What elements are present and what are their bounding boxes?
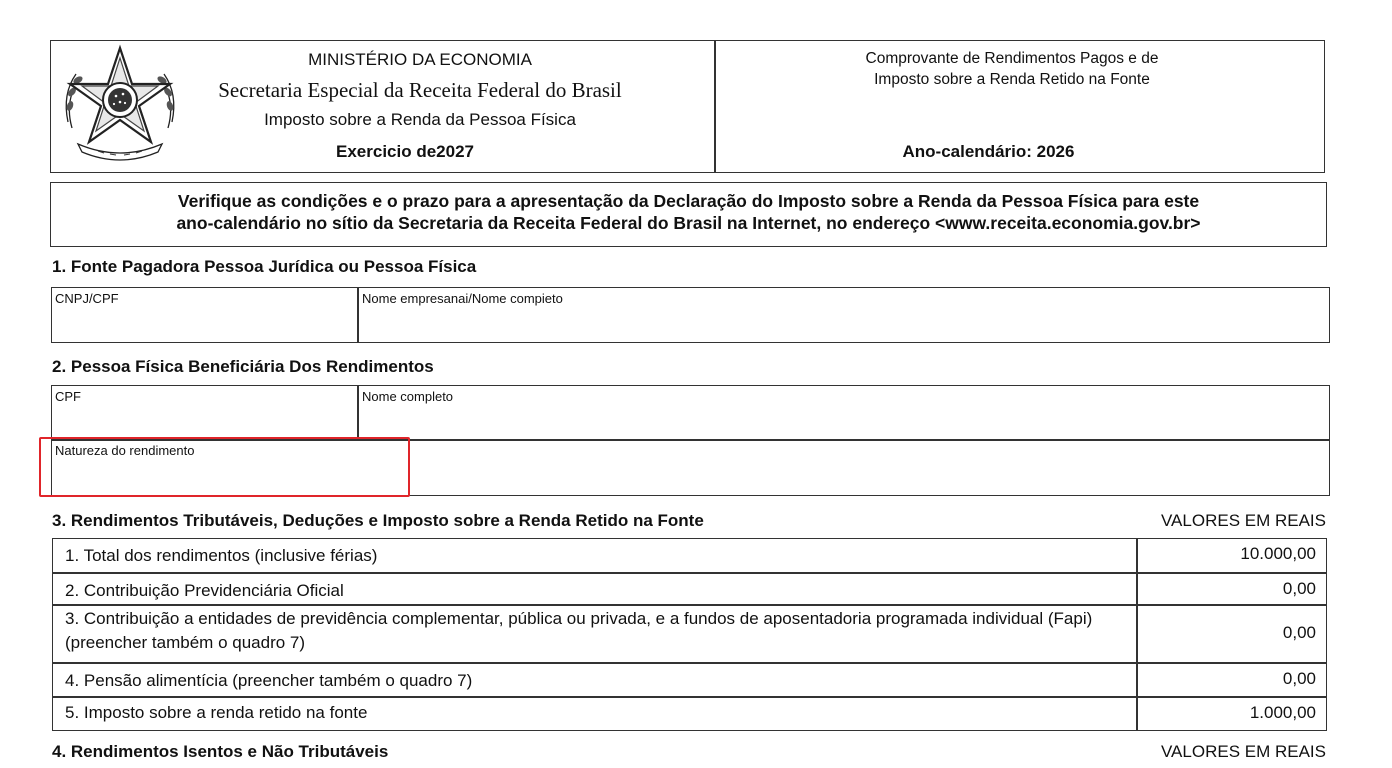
tax-name: Imposto sobre a Renda da Pessoa Física [264,110,576,129]
section1-title: 1. Fonte Pagadora Pessoa Jurídica ou Pessoa Física [52,257,477,276]
cnpj-cpf-field-label: CNPJ/CPF [55,291,119,306]
income-table-divider [1136,538,1138,731]
doc-title-line1: Comprovante de Rendimentos Pagos e de [865,50,1159,67]
table-row-label: 1. Total dos rendimentos (inclusive férias) [65,546,378,565]
doc-title-line2: Imposto sobre a Renda Retido na Fonte [874,71,1150,88]
section4-unit: VALORES EM REAIS [1160,742,1326,761]
income-nature-field-label: Natureza do rendimento [55,443,195,458]
calendar-year: Ano-calendário: 2026 [902,142,1075,161]
highlight-box [39,437,410,497]
table-row-label: 4. Pensão alimentícia (preencher também o quadro 7) [65,671,473,690]
brazil-coat-of-arms-icon [58,44,182,168]
table-row-line [52,662,1327,664]
table-row-label: 5. Imposto sobre a renda retido na fonte [65,703,368,722]
table-row-line [52,572,1327,574]
table-row-value: 10.000,00 [1240,544,1316,563]
section1-divider [357,287,359,343]
table-row-value: 0,00 [1282,669,1316,688]
section2-divider [357,385,359,440]
notice-line1: Verifique as condições e o prazo para a apresentação da Declaração do Imposto sobre a Renda da Pessoa Física para este [177,191,1200,211]
cpf-field-label: CPF [55,389,81,404]
table-row-value: 0,00 [1282,623,1316,642]
ministry-name: MINISTÉRIO DA ECONOMIA [308,50,532,69]
section1-box [51,287,1330,343]
section4-title: 4. Rendimentos Isentos e Não Tributáveis [52,742,389,761]
exercise-year: Exercicio de2027 [336,142,474,161]
table-row-line [52,696,1327,698]
section3-unit: VALORES EM REAIS [1160,511,1326,530]
table-row-label: 2. Contribuição Previdenciária Oficial [65,581,344,600]
table-row-value: 0,00 [1282,579,1316,598]
section2-title: 2. Pessoa Física Beneficiária Dos Rendimentos [52,357,434,376]
full-name-field-label: Nome completo [362,389,454,404]
table-row-value: 1.000,00 [1249,703,1316,722]
table-row-label: 3. Contribuição a entidades de previdência complementar, pública ou privada, e a fundos de aposentadoria programada individual (Fapi) (preencher também o quadro 7) [65,609,1093,652]
section3-title: 3. Rendimentos Tributáveis, Deduções e Imposto sobre a Renda Retido na Fonte [52,511,704,530]
secretariat-name: Secretaria Especial da Receita Federal do Brasil [218,78,622,102]
notice-line2: ano-calendário no sítio da Secretaria da Receita Federal do Brasil na Internet, no endereço <www.receita.economia.gov.br> [176,213,1201,233]
company-name-field-label: Nome empresanai/Nome compieto [362,291,563,306]
table-row-line [52,604,1327,606]
notice-box [50,182,1327,247]
